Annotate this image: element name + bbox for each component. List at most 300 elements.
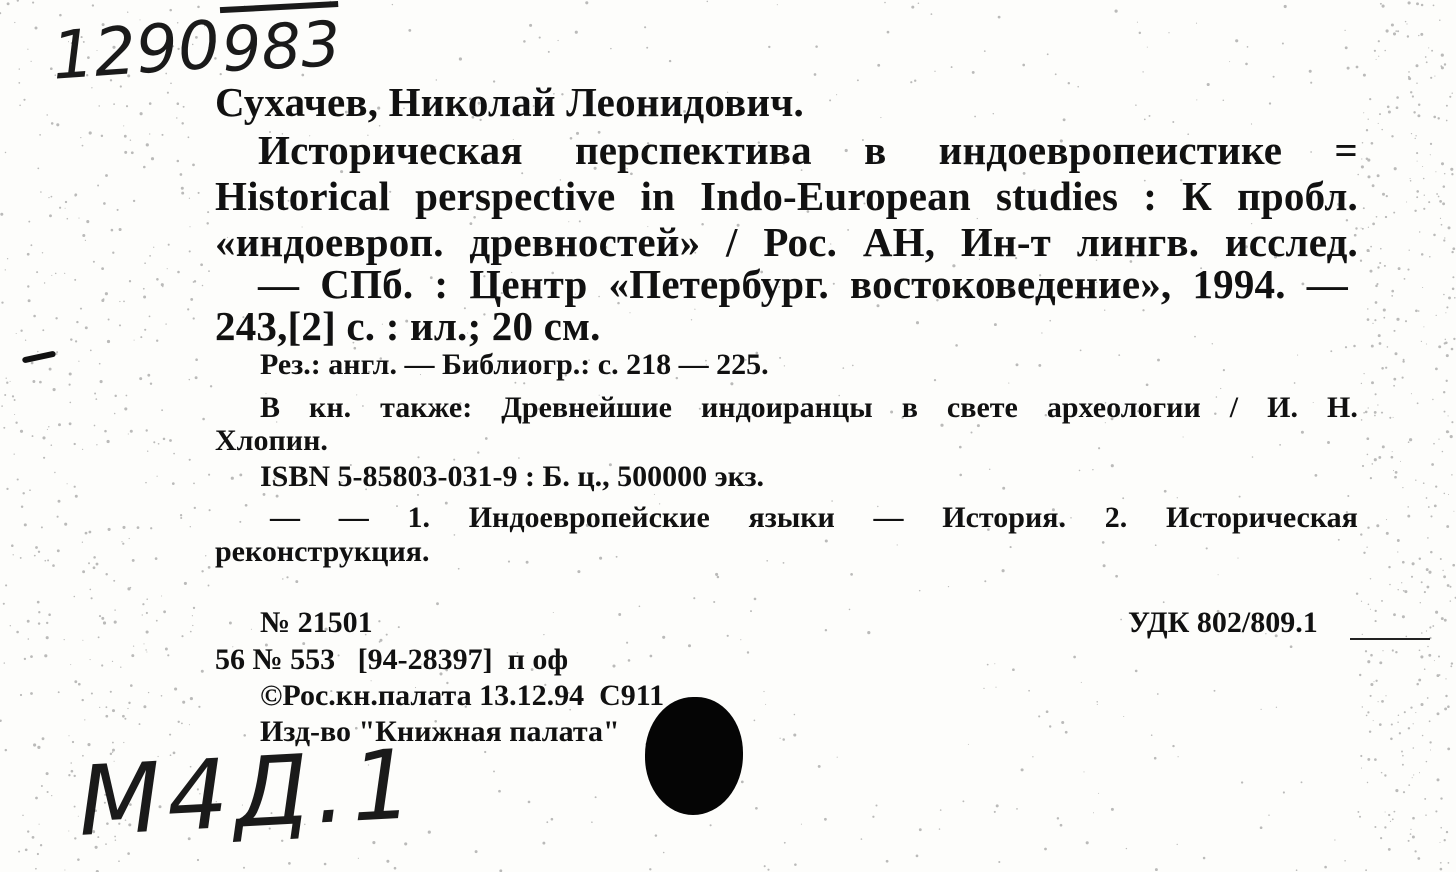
speckle-dot — [528, 801, 531, 804]
speckle-dot — [1444, 173, 1445, 174]
speckle-dot — [1366, 249, 1369, 252]
speckle-dot — [1370, 609, 1371, 610]
speckle-dot — [1414, 210, 1416, 212]
speckle-dot — [514, 382, 516, 384]
speckle-dot — [628, 659, 631, 662]
speckle-dot — [1412, 777, 1413, 778]
speckle-dot — [82, 640, 83, 641]
speckle-dot — [188, 136, 190, 138]
speckle-dot — [1406, 201, 1407, 202]
speckle-dot — [639, 605, 641, 607]
speckle-dot — [1401, 582, 1402, 583]
speckle-dot — [68, 830, 69, 831]
speckle-dot — [815, 45, 818, 48]
speckle-dot — [189, 724, 190, 725]
speckle-dot — [730, 382, 733, 385]
speckle-dot — [65, 201, 67, 203]
speckle-dot — [193, 607, 195, 609]
speckle-dot — [1441, 54, 1444, 57]
speckle-dot — [794, 714, 796, 716]
speckle-dot — [1448, 296, 1451, 299]
speckle-dot — [122, 715, 125, 718]
speckle-dot — [1418, 104, 1420, 106]
speckle-dot — [1448, 862, 1450, 864]
speckle-dot — [37, 853, 39, 855]
speckle-dot — [1443, 239, 1445, 241]
speckle-dot — [71, 770, 74, 773]
speckle-dot — [1183, 436, 1184, 437]
speckle-dot — [498, 790, 501, 793]
publisher-line: Изд-во "Книжная палата" — [260, 715, 620, 748]
speckle-dot — [591, 821, 593, 823]
speckle-dot — [123, 301, 125, 303]
speckle-dot — [78, 218, 79, 219]
speckle-dot — [78, 683, 81, 686]
speckle-dot — [1396, 96, 1399, 99]
speckle-dot — [146, 651, 147, 652]
speckle-dot — [48, 197, 49, 198]
speckle-dot — [1452, 288, 1455, 291]
speckle-dot — [1431, 50, 1433, 52]
speckle-dot — [57, 549, 60, 552]
speckle-dot — [183, 106, 185, 108]
speckle-dot — [394, 867, 397, 870]
speckle-dot — [1439, 842, 1440, 843]
speckle-dot — [842, 367, 844, 369]
speckle-dot — [546, 821, 548, 823]
speckle-dot — [1412, 95, 1414, 97]
speckle-dot — [104, 430, 107, 433]
speckle-dot — [126, 395, 128, 397]
speckle-dot — [1426, 568, 1429, 571]
speckle-dot — [1445, 678, 1446, 679]
speckle-dot — [14, 399, 16, 401]
speckle-dot — [35, 797, 38, 800]
speckle-dot — [113, 580, 115, 582]
speckle-dot — [158, 443, 160, 445]
speckle-dot — [195, 358, 198, 361]
speckle-dot — [1388, 111, 1391, 114]
speckle-dot — [75, 340, 77, 342]
speckle-dot — [916, 855, 919, 858]
speckle-dot — [1345, 46, 1348, 49]
speckle-dot — [777, 4, 778, 5]
speckle-dot — [1425, 56, 1427, 58]
speckle-dot — [150, 527, 152, 529]
speckle-dot — [37, 601, 40, 604]
speckle-dot — [717, 576, 720, 579]
subjects-line-2: реконструкция. — [215, 535, 430, 568]
speckle-dot — [814, 73, 817, 76]
speckle-dot — [174, 687, 177, 690]
speckle-dot — [7, 2, 10, 5]
speckle-dot — [1453, 511, 1454, 512]
speckle-dot — [133, 200, 135, 202]
speckle-dot — [1393, 417, 1394, 418]
speckle-dot — [1061, 721, 1064, 724]
speckle-dot — [1371, 463, 1373, 465]
speckle-dot — [1196, 99, 1197, 100]
title-word: Историческая — [258, 127, 523, 173]
speckle-dot — [161, 283, 164, 286]
speckle-dot — [1451, 173, 1453, 175]
speckle-dot — [1393, 212, 1395, 214]
speckle-dot — [70, 338, 72, 340]
speckle-dot — [15, 422, 17, 424]
speckle-dot — [1417, 65, 1418, 66]
speckle-dot — [69, 384, 71, 386]
speckle-dot — [1410, 180, 1412, 182]
title-word: = — [1334, 127, 1358, 173]
speckle-dot — [1437, 712, 1440, 715]
speckle-dot — [1359, 674, 1361, 676]
speckle-dot — [85, 326, 88, 329]
title-word: древностей» — [469, 219, 701, 265]
speckle-dot — [1409, 250, 1410, 251]
imprint-word: Центр — [469, 261, 588, 307]
speckle-dot — [1381, 772, 1383, 774]
speckle-dot — [1386, 519, 1387, 520]
speckle-dot — [85, 240, 86, 241]
speckle-dot — [28, 221, 30, 223]
speckle-dot — [1120, 619, 1122, 621]
speckle-dot — [143, 705, 146, 708]
speckle-dot — [6, 378, 7, 379]
speckle-dot — [43, 457, 45, 459]
speckle-dot — [74, 193, 77, 196]
speckle-dot — [1388, 566, 1390, 568]
speckle-dot — [1393, 385, 1395, 387]
speckle-dot — [1387, 346, 1389, 348]
speckle-dot — [1446, 354, 1449, 357]
speckle-dot — [17, 0, 19, 2]
speckle-dot — [1450, 665, 1452, 667]
speckle-dot — [33, 315, 36, 318]
note-word: И. — [1267, 391, 1298, 424]
speckle-dot — [162, 286, 163, 287]
speckle-dot — [100, 380, 103, 383]
speckle-dot — [95, 398, 97, 400]
speckle-dot — [1386, 29, 1389, 32]
speckle-dot — [392, 4, 393, 5]
speckle-dot — [286, 576, 288, 578]
speckle-dot — [98, 636, 100, 638]
speckle-dot — [1428, 506, 1430, 508]
speckle-dot — [1220, 388, 1221, 389]
speckle-dot — [108, 319, 110, 321]
speckle-dot — [18, 82, 20, 84]
speckle-dot — [1397, 551, 1398, 552]
speckle-dot — [1411, 393, 1412, 394]
speckle-dot — [181, 187, 184, 190]
note-word: кн. — [309, 391, 352, 424]
speckle-dot — [121, 541, 122, 542]
handwritten-shelf-code: М4Д.1 — [75, 728, 422, 858]
speckle-dot — [1444, 342, 1446, 344]
speckle-dot — [1368, 407, 1369, 408]
speckle-dot — [1445, 695, 1447, 697]
speckle-dot — [155, 557, 158, 560]
speckle-dot — [1390, 821, 1391, 822]
speckle-dot — [850, 573, 853, 576]
speckle-dot — [112, 709, 115, 712]
speckle-dot — [44, 282, 45, 283]
speckle-dot — [1372, 323, 1373, 324]
speckle-dot — [108, 528, 111, 531]
speckle-dot — [5, 269, 6, 270]
speckle-dot — [1247, 46, 1249, 48]
speckle-dot — [1413, 774, 1414, 775]
speckle-dot — [1408, 840, 1410, 842]
speckle-dot — [1397, 30, 1399, 32]
speckle-dot — [765, 704, 766, 705]
speckle-dot — [208, 270, 210, 272]
speckle-dot — [80, 308, 82, 310]
speckle-dot — [18, 851, 20, 853]
speckle-dot — [1251, 123, 1252, 124]
speckle-dot — [130, 587, 131, 588]
speckle-dot — [1452, 93, 1453, 94]
speckle-dot — [1345, 346, 1347, 348]
speckle-dot — [1391, 23, 1394, 26]
speckle-dot — [134, 340, 135, 341]
speckle-dot — [94, 393, 96, 395]
speckle-dot — [1172, 745, 1174, 747]
speckle-dot — [1446, 306, 1448, 308]
speckle-dot — [1410, 833, 1412, 835]
speckle-dot — [1383, 317, 1385, 319]
speckle-dot — [27, 49, 28, 50]
speckle-dot — [1425, 814, 1427, 816]
speckle-dot — [1384, 265, 1386, 267]
speckle-dot — [133, 645, 134, 646]
speckle-dot — [1218, 574, 1219, 575]
speckle-dot — [1362, 706, 1363, 707]
speckle-dot — [239, 473, 242, 476]
speckle-dot — [1393, 613, 1396, 616]
speckle-dot — [142, 603, 144, 605]
speckle-dot — [1309, 70, 1312, 73]
speckle-dot — [197, 859, 199, 861]
speckle-dot — [1422, 735, 1424, 737]
speckle-dot — [1239, 496, 1241, 498]
speckle-dot — [1432, 625, 1434, 627]
speckle-dot — [998, 16, 1001, 19]
speckle-dot — [1361, 227, 1362, 228]
speckle-dot — [1432, 399, 1433, 400]
speckle-dot — [1168, 32, 1169, 33]
speckle-dot — [149, 255, 151, 257]
speckle-dot — [1428, 571, 1431, 574]
speckle-dot — [1407, 269, 1409, 271]
speckle-dot — [1377, 266, 1379, 268]
speckle-dot — [1445, 339, 1446, 340]
speckle-dot — [44, 654, 47, 657]
speckle-dot — [1416, 683, 1419, 686]
speckle-dot — [105, 573, 107, 575]
speckle-dot — [1426, 61, 1428, 63]
speckle-dot — [127, 587, 130, 590]
speckle-dot — [1423, 178, 1425, 180]
speckle-dot — [1363, 207, 1365, 209]
speckle-dot — [782, 738, 785, 741]
speckle-dot — [1079, 470, 1081, 472]
speckle-dot — [49, 214, 52, 217]
speckle-dot — [74, 806, 76, 808]
speckle-dot — [1410, 91, 1412, 93]
note-word: индоиранцы — [700, 391, 873, 424]
speckle-dot — [1378, 40, 1380, 42]
note-word: В — [260, 391, 281, 424]
speckle-dot — [1385, 367, 1387, 369]
speckle-dot — [101, 267, 104, 270]
speckle-dot — [1428, 47, 1429, 48]
speckle-dot — [1421, 581, 1423, 583]
speckle-dot — [1423, 208, 1425, 210]
speckle-dot — [459, 57, 462, 60]
speckle-dot — [1408, 441, 1410, 443]
speckle-dot — [1241, 781, 1243, 783]
speckle-dot — [24, 523, 27, 526]
speckle-dot — [65, 208, 66, 209]
speckle-dot — [386, 860, 389, 863]
speckle-dot — [1379, 661, 1382, 664]
speckle-dot — [919, 590, 921, 592]
speckle-dot — [1367, 660, 1370, 663]
speckle-dot — [1366, 547, 1367, 548]
speckle-dot — [585, 1, 588, 4]
speckle-dot — [1155, 868, 1158, 871]
speckle-dot — [193, 281, 195, 283]
speckle-dot — [1376, 59, 1377, 60]
speckle-dot — [97, 185, 99, 187]
speckle-dot — [1370, 654, 1373, 657]
speckle-dot — [836, 94, 837, 95]
speckle-dot — [818, 765, 821, 768]
speckle-dot — [1142, 309, 1144, 311]
speckle-dot — [1389, 417, 1391, 419]
speckle-dot — [654, 494, 655, 495]
speckle-dot — [1435, 810, 1437, 812]
speckle-dot — [1412, 562, 1415, 565]
speckle-dot — [1446, 525, 1449, 528]
speckle-dot — [940, 424, 943, 427]
speckle-dot — [1421, 253, 1424, 256]
speckle-dot — [1374, 411, 1377, 414]
speckle-dot — [741, 781, 744, 784]
speckle-dot — [205, 555, 206, 556]
speckle-dot — [693, 597, 695, 599]
speckle-dot — [948, 586, 949, 587]
speckle-dot — [1452, 276, 1454, 278]
speckle-dot — [1381, 367, 1384, 370]
speckle-dot — [972, 71, 975, 74]
speckle-dot — [107, 440, 110, 443]
speckle-dot — [1392, 451, 1393, 452]
speckle-dot — [1434, 505, 1437, 508]
contents-note-line-1 — [260, 393, 1358, 423]
speckle-dot — [96, 563, 99, 566]
speckle-dot — [1377, 174, 1380, 177]
speckle-dot — [4, 662, 5, 663]
speckle-dot — [825, 539, 828, 542]
speckle-dot — [25, 340, 26, 341]
speckle-dot — [1147, 47, 1148, 48]
speckle-dot — [130, 139, 131, 140]
speckle-dot — [1284, 5, 1287, 8]
speckle-dot — [124, 718, 126, 720]
speckle-dot — [1375, 680, 1377, 682]
speckle-dot — [190, 298, 193, 301]
speckle-dot — [1371, 381, 1374, 384]
speckle-dot — [1402, 360, 1404, 362]
speckle-dot — [55, 273, 57, 275]
speckle-dot — [485, 437, 488, 440]
speckle-dot — [766, 560, 768, 562]
speckle-dot — [951, 66, 953, 68]
speckle-dot — [129, 280, 131, 282]
speckle-dot — [1375, 285, 1378, 288]
speckle-dot — [1382, 5, 1385, 8]
speckle-dot — [1402, 764, 1404, 766]
speckle-dot — [165, 648, 168, 651]
speckle-dot — [1440, 868, 1443, 871]
speckle-dot — [117, 209, 119, 211]
speckle-dot — [1393, 378, 1396, 381]
speckle-dot — [1261, 709, 1262, 710]
imprint-word: — — [258, 261, 300, 307]
title-word: : — [1143, 173, 1158, 219]
speckle-dot — [0, 12, 1, 14]
speckle-dot — [1212, 343, 1213, 344]
speckle-dot — [1102, 541, 1105, 544]
speckle-dot — [1446, 380, 1448, 382]
speckle-dot — [1409, 438, 1412, 441]
speckle-dot — [119, 324, 121, 326]
speckle-dot — [1386, 195, 1388, 197]
speckle-dot — [103, 621, 106, 624]
speckle-dot — [163, 610, 166, 613]
speckle-dot — [934, 71, 935, 72]
speckle-dot — [1370, 270, 1373, 273]
speckle-dot — [42, 252, 43, 253]
speckle-dot — [89, 589, 91, 591]
speckle-dot — [27, 830, 29, 832]
speckle-dot — [1448, 226, 1451, 229]
speckle-dot — [1021, 768, 1024, 771]
speckle-dot — [24, 658, 26, 660]
speckle-dot — [1384, 826, 1386, 828]
speckle-dot — [1415, 138, 1416, 139]
speckle-dot — [93, 566, 96, 569]
speckle-dot — [1426, 586, 1429, 589]
speckle-dot — [837, 757, 838, 758]
speckle-dot — [169, 734, 171, 736]
speckle-dot — [161, 695, 163, 697]
speckle-dot — [1122, 497, 1124, 499]
speckle-dot — [1404, 590, 1407, 593]
speckle-dot — [987, 664, 989, 666]
speckle-dot — [208, 566, 211, 569]
speckle-dot — [1276, 707, 1277, 708]
speckle-dot — [181, 635, 183, 637]
speckle-dot — [523, 382, 525, 384]
speckle-dot — [20, 330, 22, 332]
speckle-dot — [114, 621, 117, 624]
speckle-dot — [98, 105, 99, 106]
speckle-dot — [1361, 768, 1362, 769]
speckle-dot — [984, 580, 986, 582]
